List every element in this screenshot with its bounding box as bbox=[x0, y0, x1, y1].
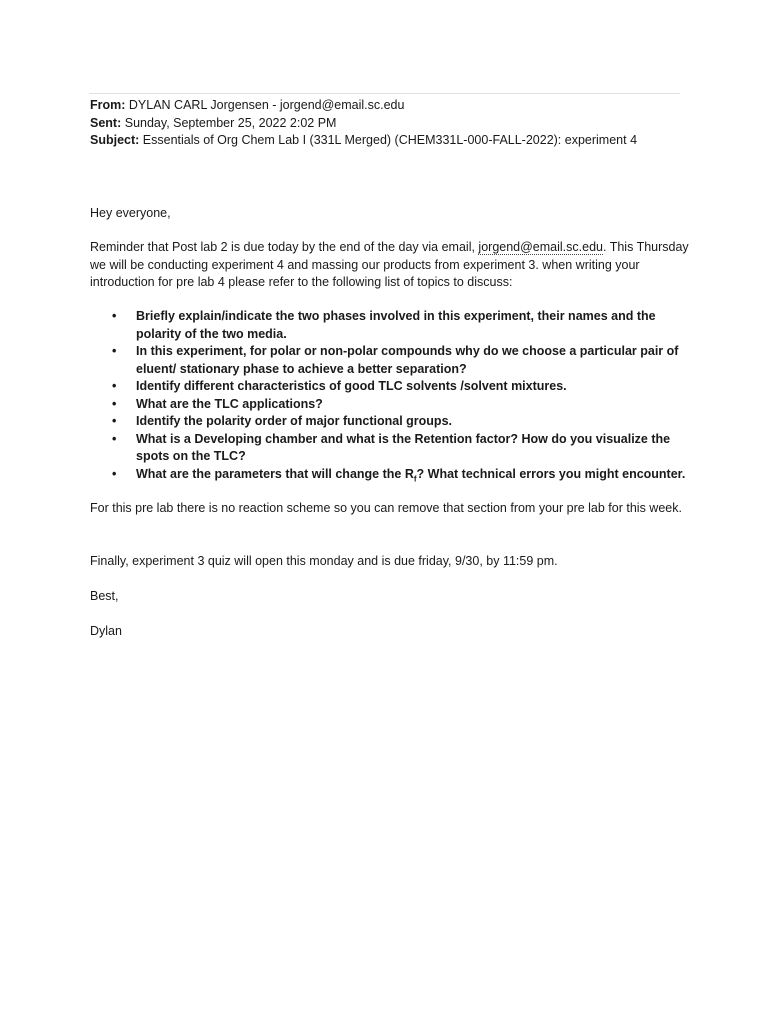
from-label: From: bbox=[90, 98, 126, 112]
reminder-text-start: Reminder that Post lab 2 is due today by the end of the day via email, bbox=[90, 240, 479, 254]
email-header bbox=[90, 97, 690, 150]
topic-text: In this experiment, for polar or non-polar compounds why do we choose a particular pair of eluent/ stationary phase to achieve a better separation? bbox=[136, 344, 679, 376]
list-item bbox=[90, 378, 690, 396]
bullet-icon: • bbox=[112, 379, 117, 393]
rf-subscript: f bbox=[413, 474, 417, 483]
bullet-icon: • bbox=[112, 396, 117, 411]
sent-line bbox=[90, 115, 690, 133]
list-item bbox=[90, 466, 690, 484]
list-item bbox=[90, 431, 690, 466]
sent-label: Sent: bbox=[90, 115, 122, 130]
topic-text: Identify different characteristics of good TLC solvents /solvent mixtures. bbox=[136, 379, 567, 393]
quiz-note: Finally, experiment 3 quiz will open this monday and is due friday, 9/30, by 11:59 pm. bbox=[90, 554, 558, 568]
topics-list bbox=[90, 308, 690, 483]
list-item bbox=[90, 413, 690, 431]
sent-value: Sunday, September 25, 2022 2:02 PM bbox=[124, 115, 337, 130]
topic-text: What is a Developing chamber and what is the Retention factor? How do you visualize the spots on the TLC? bbox=[136, 431, 671, 463]
topic-text: Identify the polarity order of major functional groups. bbox=[136, 414, 452, 428]
list-item bbox=[90, 343, 690, 378]
reminder-paragraph bbox=[90, 239, 690, 292]
subject-value: Essentials of Org Chem Lab I (331L Merged) (CHEM331L-000-FALL-2022): experiment 4 bbox=[142, 133, 638, 147]
subject-line bbox=[90, 132, 690, 150]
prelab-note: For this pre lab there is no reaction scheme so you can remove that section from your pre lab for this week. bbox=[90, 501, 682, 515]
bullet-icon: • bbox=[112, 309, 117, 323]
reminder-text-end: . This Thursday we will be conducting experiment 4 and massing our products from experiment 3. when writing your introduction for pre lab 4 please refer to the following list of topics to discuss: bbox=[90, 240, 689, 289]
bullet-icon: • bbox=[112, 431, 117, 446]
topic-text-start: What are the parameters that will change the R bbox=[136, 466, 414, 481]
topic-text-end: ? What technical errors you might encounter. bbox=[416, 466, 686, 481]
list-item bbox=[90, 308, 690, 343]
bullet-icon: • bbox=[112, 344, 117, 358]
list-item bbox=[90, 396, 690, 414]
from-value: DYLAN CARL Jorgensen - jorgend@email.sc.edu bbox=[128, 98, 405, 112]
subject-label: Subject: bbox=[90, 133, 140, 147]
from-line bbox=[90, 97, 690, 115]
header-divider bbox=[89, 93, 680, 94]
bullet-icon: • bbox=[112, 414, 117, 428]
closing: Best, bbox=[90, 589, 119, 603]
email-link[interactable]: jorgend@email.sc.edu bbox=[478, 240, 603, 254]
topic-text: What are the TLC applications? bbox=[136, 396, 323, 411]
topic-text: Briefly explain/indicate the two phases involved in this experiment, their names and the polarity of the two media. bbox=[136, 309, 656, 341]
signature: Dylan bbox=[90, 624, 122, 638]
greeting: Hey everyone, bbox=[90, 206, 171, 220]
bullet-icon: • bbox=[112, 466, 117, 481]
